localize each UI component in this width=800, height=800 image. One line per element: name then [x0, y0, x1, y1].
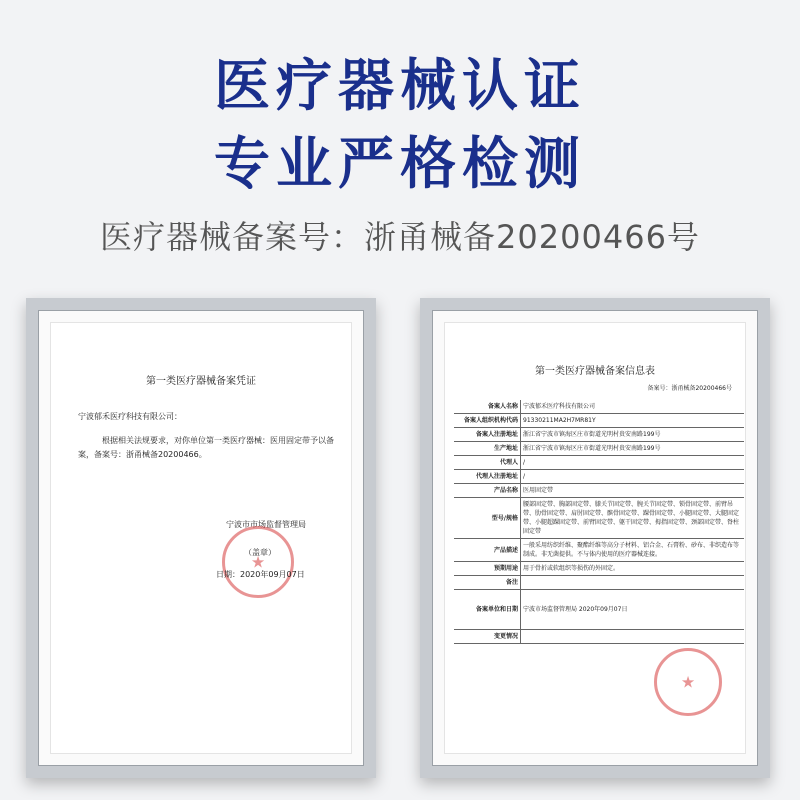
info-row: [454, 428, 744, 442]
info-row-label: 变更情况: [454, 630, 521, 644]
info-row: [454, 470, 744, 484]
info-row-value: [521, 630, 745, 644]
certificate-body-line1: 根据相关法规要求，对你单位第一类医疗器械：医用固定带予以备: [102, 436, 334, 445]
certificate-title: 第一类医疗器械备案凭证: [146, 376, 256, 387]
info-row-value: 浙江省宁波市镇海区庄市街道光明村贵安南路199号: [521, 428, 745, 442]
info-row-label: 生产地址: [454, 442, 521, 456]
certificate-addressee: 宁波郁禾医疗科技有限公司：: [78, 412, 182, 421]
info-table: [454, 400, 744, 644]
info-row: [454, 562, 744, 576]
certificate-paper: [50, 322, 352, 754]
info-row: [454, 484, 744, 498]
info-sheet-record-number: 备案号：浙甬械备20200466号: [647, 385, 732, 392]
info-row-label: 备案单位和日期: [454, 590, 521, 630]
info-row-value: 一般采用纺织纤维、聚酯纤维等高分子材料、铝合金、石膏粉、砂布、非织造布等制成。非无菌提供。不与体内使用的医疗器械连接。: [521, 539, 745, 562]
info-row: [454, 400, 744, 414]
info-row-label: 产品描述: [454, 539, 521, 562]
certificate-date: 日期：2020年09月07日: [216, 570, 305, 579]
info-row-label: 型号/规格: [454, 498, 521, 539]
info-row-value: [521, 576, 745, 590]
info-row-value: 腰部固定带、胸部固定带、膝关节固定带、腕关节固定带、锁骨固定带、前臂吊带、肋骨固定带、肩肘固定带、髌骨固定带、踝骨固定带、小腿固定带、大腿固定带、小腿超踝固定带、前臂固定带、躯干固定带、拇指固定带、颈部固定带、脊柱固定带: [521, 498, 745, 539]
info-row-label: 备案人注册地址: [454, 428, 521, 442]
info-row: [454, 630, 744, 644]
info-row-label: 预期用途: [454, 562, 521, 576]
info-row-value: 用于骨折或软组织等损伤的外固定。: [521, 562, 745, 576]
info-row: [454, 590, 744, 630]
info-row-value: 91330211MA2H7MR81Y: [521, 414, 745, 428]
certificate-frame-left: [26, 298, 376, 778]
info-row-value: 宁波市场监督管理局 2020年09月07日: [521, 590, 745, 630]
certificate-seal-note: （盖章）: [244, 548, 276, 557]
certificate-body-line2: 案，备案号：浙甬械备20200466。: [78, 450, 207, 459]
info-row-label: 代理人注册地址: [454, 470, 521, 484]
info-row-value: /: [521, 456, 745, 470]
info-row-value: /: [521, 470, 745, 484]
headline-certification: 医疗器械认证: [214, 54, 586, 119]
info-row-value: 医用固定带: [521, 484, 745, 498]
info-row-value: 浙江省宁波市镇海区庄市街道光明村贵安南路199号: [521, 442, 745, 456]
info-row: [454, 414, 744, 428]
info-row: [454, 498, 744, 539]
info-row-label: 备注: [454, 576, 521, 590]
info-row-label: 产品名称: [454, 484, 521, 498]
record-number-line: 医疗器械备案号：浙甬械备20200466号: [100, 218, 700, 256]
info-sheet-paper: [444, 322, 746, 754]
official-seal-icon: [654, 648, 722, 716]
info-row: [454, 576, 744, 590]
info-row-label: 备案人组织机构代码: [454, 414, 521, 428]
info-row: [454, 442, 744, 456]
info-row: [454, 539, 744, 562]
certificate-issuer: 宁波市市场监督管理局: [226, 520, 306, 529]
certificate-frame-right: [420, 298, 770, 778]
official-seal-icon: [222, 526, 294, 598]
info-row: [454, 456, 744, 470]
headline-inspection: 专业严格检测: [214, 132, 586, 197]
info-row-value: 宁波郁禾医疗科技有限公司: [521, 400, 745, 414]
info-row-label: 备案人名称: [454, 400, 521, 414]
info-row-label: 代理人: [454, 456, 521, 470]
info-sheet-title: 第一类医疗器械备案信息表: [535, 366, 655, 377]
